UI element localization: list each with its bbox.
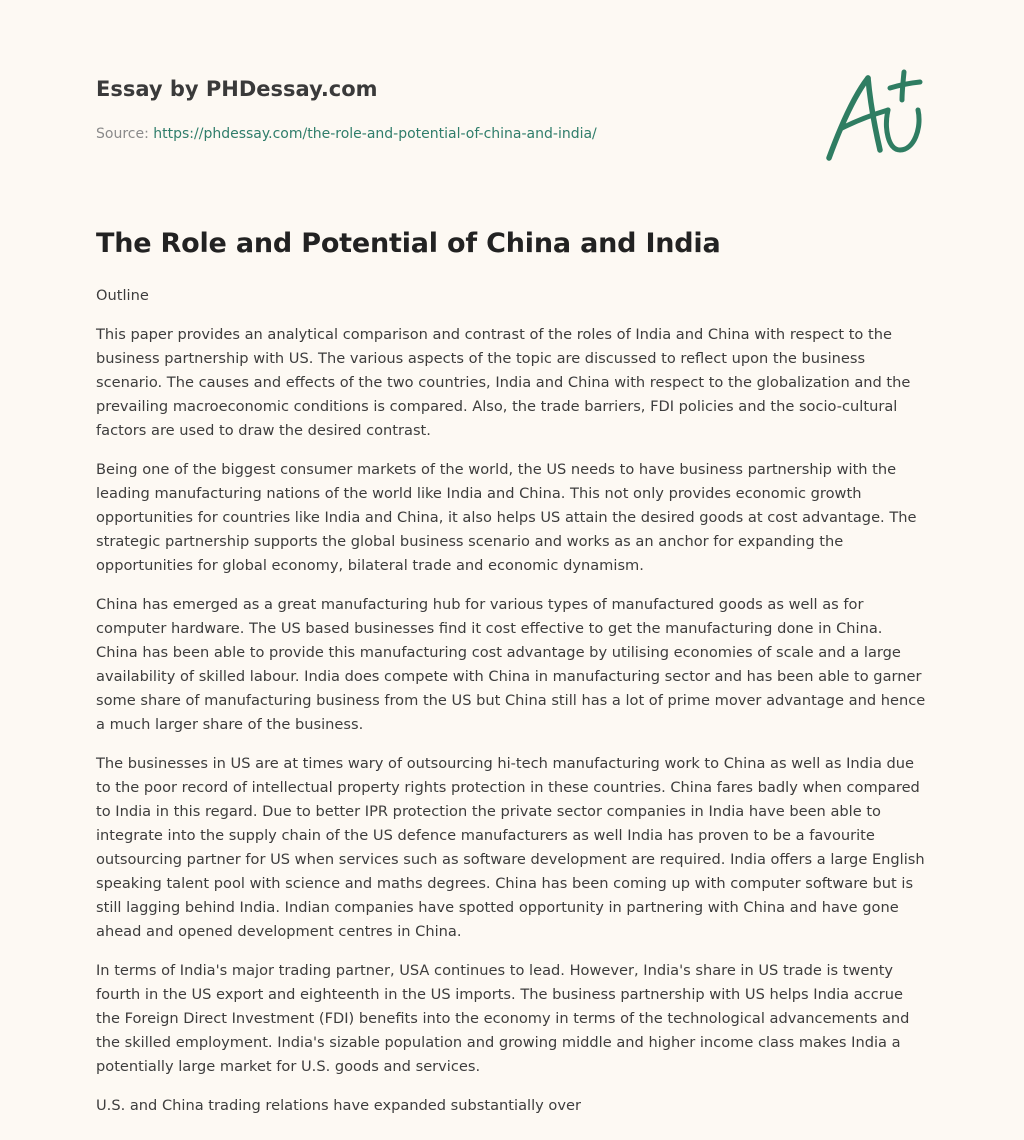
essay-paragraph: U.S. and China trading relations have expanded substantially over (96, 1097, 581, 1114)
essay-paragraph: In terms of India's major trading partner, USA continues to lead. However, India's share in US trade is twenty fourth in the US export and eighteenth in the US imports. The business partnership with US helps India accrue the Foreign Direct Investment (FDI) benefits into the economy in terms of the technological advancements and the skilled employment. India's sizable population and growing middle and higher income class makes India a potentially large market for U.S. goods and services. (96, 962, 910, 1075)
source-line (96, 124, 736, 144)
site-brand: Essay by PHDessay.com (96, 77, 378, 101)
essay-paragraph: Being one of the biggest consumer markets of the world, the US needs to have business partnership with the leading manufacturing nations of the world like India and China. This not only provides economic growth opportunities for countries like India and China, it also helps US attain the desired goods at cost advantage. The strategic partnership supports the global business scenario and works as an anchor for expanding the opportunities for global economy, bilateral trade and economic dynamism. (96, 461, 917, 574)
a-plus-logo-icon (822, 66, 928, 166)
essay-title: The Role and Potential of China and India (96, 228, 721, 259)
source-link[interactable]: https://phdessay.com/the-role-and-potential-of-china-and-india/ (153, 126, 597, 142)
essay-paragraph: The businesses in US are at times wary of outsourcing hi-tech manufacturing work to China as well as India due to the poor record of intellectual property rights protection in these countries. China fares badly when compared to India in this regard. Due to better IPR protection the private sector companies in India have been able to integrate into the supply chain of the US defence manufacturers as well India has proven to be a favourite outsourcing partner for US when services such as software development are required. India offers a large English speaking talent pool with science and maths degrees. China has been coming up with computer software but is still lagging behind India. Indian companies have spotted opportunity in partnering with China and have gone ahead and opened development centres in China. (96, 755, 925, 940)
essay-body (96, 284, 928, 1133)
source-label: Source: (96, 126, 154, 142)
essay-header (96, 74, 736, 144)
outline-label: Outline (96, 287, 149, 304)
essay-paragraph: China has emerged as a great manufacturing hub for various types of manufactured goods as well as for computer hardware. The US based businesses find it cost effective to get the manufacturing done in China. China has been able to provide this manufacturing cost advantage by utilising economies of scale and a large availability of skilled labour. India does compete with China in manufacturing sector and has been able to garner some share of manufacturing business from the US but China still has a lot of prime mover advantage and hence a much larger share of the business. (96, 596, 926, 733)
essay-paragraph: This paper provides an analytical comparison and contrast of the roles of India and China with respect to the business partnership with US. The various aspects of the topic are discussed to reflect upon the business scenario. The causes and effects of the two countries, India and China with respect to the globalization and the prevailing macroeconomic conditions is compared. Also, the trade barriers, FDI policies and the socio-cultural factors are used to draw the desired contrast. (96, 326, 911, 439)
